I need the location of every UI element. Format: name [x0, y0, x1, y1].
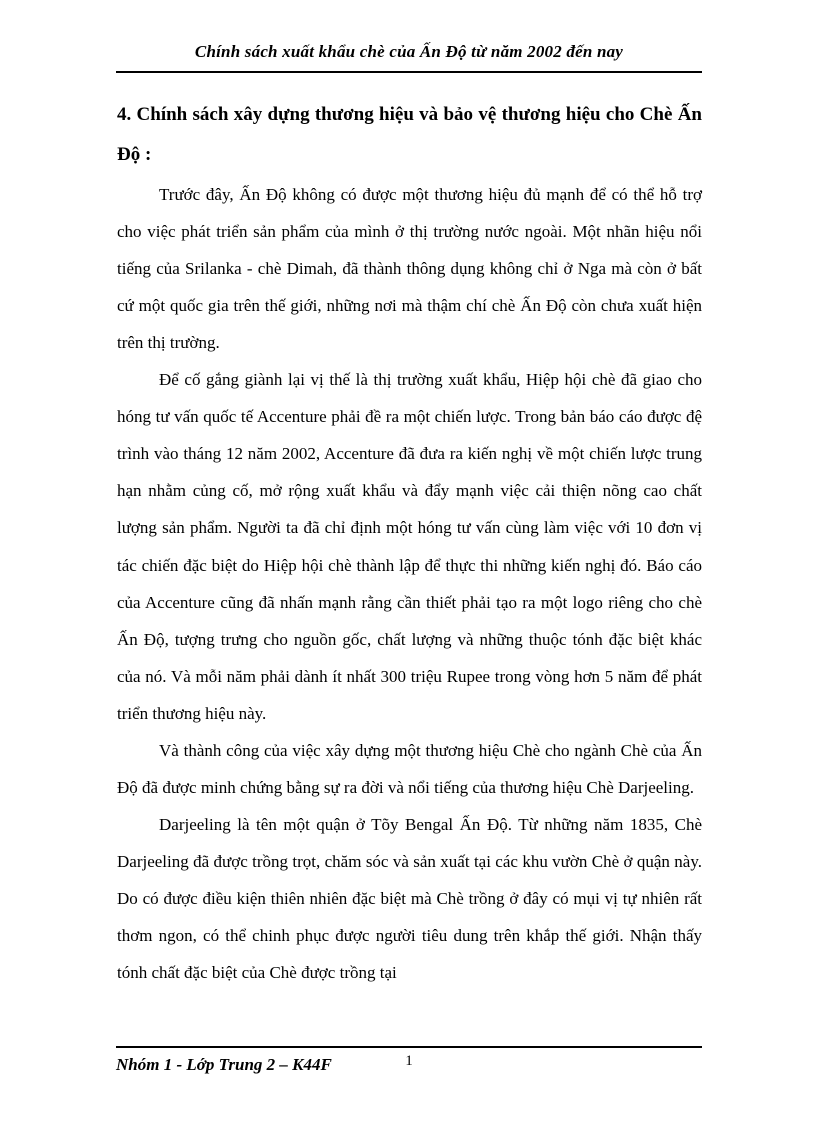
- page-number: 1: [405, 1053, 413, 1069]
- paragraph: Và thành công của việc xây dựng một thương hiệu Chè cho ngành Chè của Ấn Độ đã được minh chứng bằng sự ra đời và nổi tiếng của thương hiệu Chè Darjeeling.: [117, 740, 702, 797]
- paragraph: Trước đây, Ấn Độ không có được một thương hiệu đủ mạnh để có thể hỗ trợ cho việc phát triển sản phẩm của mình ở thị trường nước ngoài. Một nhãn hiệu nổi tiếng của Srilanka - chè Dimah, đã thành thông dụng không chỉ ở Nga mà còn ở bất cứ một quốc gia trên thế giới, những nơi mà thậm chí chè Ấn Độ còn chưa xuất hiện trên thị trường.: [117, 185, 702, 353]
- footer-text: Nhóm 1 - Lớp Trung 2 – K44F: [116, 1055, 332, 1074]
- header-title: Chính sách xuất khẩu chè của Ấn Độ từ năm 2002 đến nay: [194, 42, 624, 61]
- paragraph: Để cố gắng giành lại vị thế là thị trường xuất khẩu, Hiệp hội chè đã giao cho hóng tư vấn quốc tế Accenture phải đề ra một chiến lược. Trong bản báo cáo được đệ trình vào tháng 12 năm 2002, Accenture đã đưa ra kiến nghị về một chiến lược trung hạn nhằm củng cố, mở rộng xuất khẩu và đẩy mạnh việc cải thiện nõng cao chất lượng sản phẩm. Người ta đã chỉ định một hóng tư vấn cùng làm việc với 10 đơn vị tác chiến đặc biệt do Hiệp hội chè thành lập để thực thi những kiến nghị đó. Báo cáo của Accenture cũng đã nhấn mạnh rằng cần thiết phải tạo ra một logo riêng cho chè Ấn Độ, tượng trưng cho nguồn gốc, chất lượng và những thuộc tónh đặc biệt khác của nó. Và mỗi năm phải dành ít nhất 300 triệu Rupee trong vòng hơn 5 năm để phát triển thương hiệu này.: [117, 370, 702, 723]
- page-header: [116, 42, 702, 73]
- section-heading: 4. Chính sách xây dựng thương hiệu và bảo vệ thương hiệu cho Chè Ấn Độ :: [117, 104, 702, 165]
- document-body: [117, 95, 702, 991]
- page-footer: [116, 1046, 702, 1075]
- paragraph: Darjeeling là tên một quận ở Tõy Bengal Ấn Độ. Từ những năm 1835, Chè Darjeeling đã được trồng trọt, chăm sóc và sản xuất tại các khu vườn Chè ở quận này. Do có được điều kiện thiên nhiên đặc biệt mà Chè trồng ở đây có mụi vị tự nhiên rất thơm ngon, có thể chinh phục được người tiêu dung trên khắp thế giới. Nhận thấy tónh chất đặc biệt của Chè được trồng tại: [117, 814, 702, 983]
